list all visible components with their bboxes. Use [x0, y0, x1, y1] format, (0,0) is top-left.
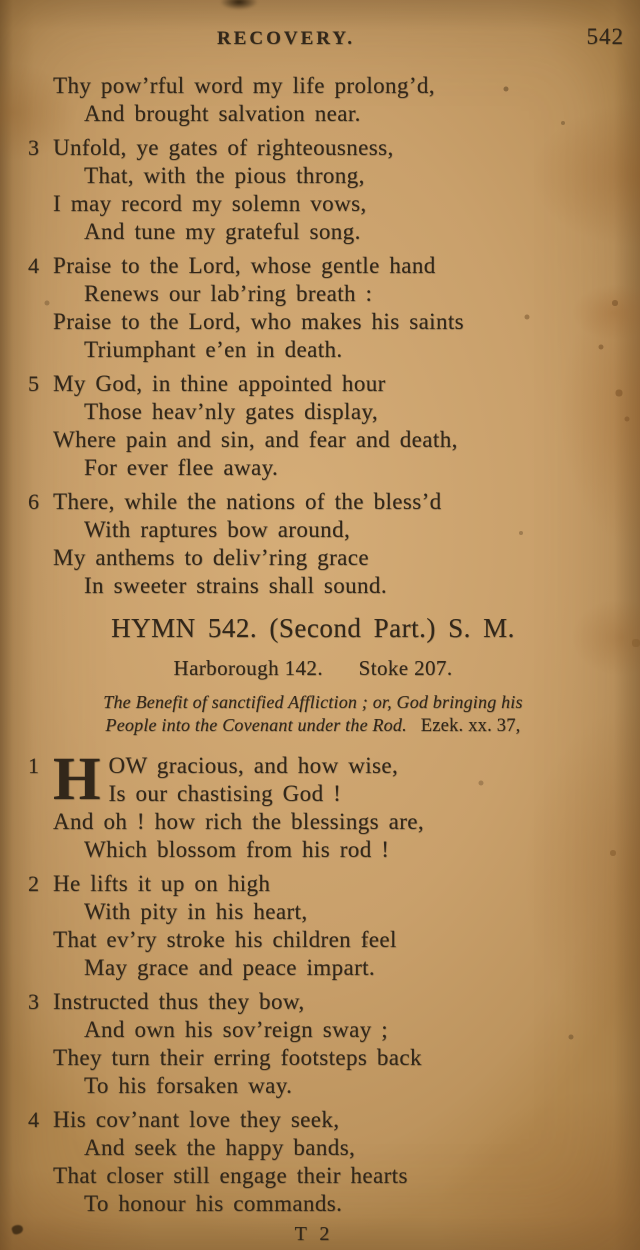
verse: [26, 746, 600, 864]
verse-line: My God, in thine appointed hour: [53, 371, 386, 396]
verse-line: Praise to the Lord, whose gentle hand: [53, 253, 436, 278]
signature-mark: T 2: [294, 1223, 332, 1245]
verse-line: Which blossom from his rod !: [84, 837, 390, 862]
drop-cap-row: [53, 746, 600, 813]
verse-line: I may record my solemn vows,: [53, 191, 367, 216]
running-head-title: RECOVERY.: [216, 28, 356, 49]
scripture-reference: Ezek. xx. 37,: [420, 716, 521, 736]
verse-line: To his forsaken way.: [84, 1073, 293, 1098]
verse-line: Where pain and sin, and fear and death,: [53, 427, 458, 452]
verse-line: That, with the pious throng,: [84, 163, 365, 188]
verse-number: 2: [28, 871, 39, 896]
hymn-subtitle: [26, 691, 600, 738]
verse-number: 5: [28, 371, 39, 396]
verse-line: With pity in his heart,: [84, 899, 308, 924]
verse-line: They turn their erring footsteps back: [53, 1045, 422, 1070]
verse-line: Renews our lab’ring breath :: [84, 281, 373, 306]
subtitle-line: People into the Covenant under the Rod. Ezek. xx. 37,: [105, 715, 521, 736]
verse-line: And tune my grateful song.: [84, 219, 361, 244]
verse-line: In sweeter strains shall sound.: [84, 573, 387, 598]
verse: [26, 252, 600, 364]
verse-number: 3: [28, 989, 39, 1014]
hymn-second-part: [26, 746, 600, 1218]
hymn-first-part: [26, 72, 600, 600]
verse-line: Instructed thus they bow,: [53, 989, 305, 1014]
verse-line: There, while the nations of the bless’d: [53, 489, 442, 514]
hymn-heading: HYMN 542. (Second Part.) S. M.: [111, 613, 515, 643]
verse: [26, 870, 600, 982]
verse: [26, 134, 600, 246]
verse-line: And own his sov’reign sway ;: [84, 1017, 389, 1042]
verse-line: May grace and peace impart.: [84, 955, 376, 980]
verse: [26, 1106, 600, 1218]
verse-line: He lifts it up on high: [53, 871, 271, 896]
verse-line: That closer still engage their hearts: [53, 1163, 408, 1188]
tune-names: [26, 657, 600, 680]
verse-line: Thy pow’rful word my life prolong’d,: [53, 73, 435, 98]
verse-line: That ev’ry stroke his children feel: [53, 927, 397, 952]
tune-name-2: Stoke 207.: [358, 656, 453, 680]
drop-cap: H: [53, 746, 101, 813]
verse-line: And brought salvation near.: [84, 101, 361, 126]
tune-name-1: Harborough 142.: [173, 656, 323, 680]
verse-line: My anthems to deliv’ring grace: [53, 545, 369, 570]
verse-line: And seek the happy bands,: [84, 1135, 356, 1160]
page-number: 542: [586, 24, 624, 49]
verse-line: Is our chastising God !: [108, 781, 342, 806]
verse-line: His cov’nant love they seek,: [53, 1107, 340, 1132]
verse-line: For ever flee away.: [84, 455, 279, 480]
verse-number: 6: [28, 489, 39, 514]
verse-line: Triumphant e’en in death.: [84, 337, 343, 362]
subtitle-line: The Benefit of sanctified Affliction ; or, God bringing his: [103, 692, 523, 712]
verse: [26, 988, 600, 1100]
page-text-column: [0, 72, 640, 1246]
verse-number: 3: [28, 135, 39, 160]
verse-continuation: [26, 72, 600, 128]
verse-number: 4: [28, 253, 39, 278]
verse-line: And oh ! how rich the blessings are,: [53, 809, 425, 834]
verse-number: 4: [28, 1107, 39, 1132]
verse-line: With raptures bow around,: [84, 517, 351, 542]
paper-specks: [0, 0, 2, 2]
verse: [26, 370, 600, 482]
verse-line: To honour his commands.: [84, 1191, 343, 1216]
verse-line: Praise to the Lord, who makes his saints: [53, 309, 465, 334]
drop-cap-lines: [108, 752, 398, 808]
verse-line: Unfold, ye gates of righteousness,: [53, 135, 394, 160]
verse-line: OW gracious, and how wise,: [108, 753, 399, 778]
running-head: [0, 24, 640, 58]
verse: [26, 488, 600, 600]
verse-number: 1: [28, 753, 39, 778]
verse-line: Those heav’nly gates display,: [84, 399, 378, 424]
ink-smudge: [220, 0, 258, 10]
